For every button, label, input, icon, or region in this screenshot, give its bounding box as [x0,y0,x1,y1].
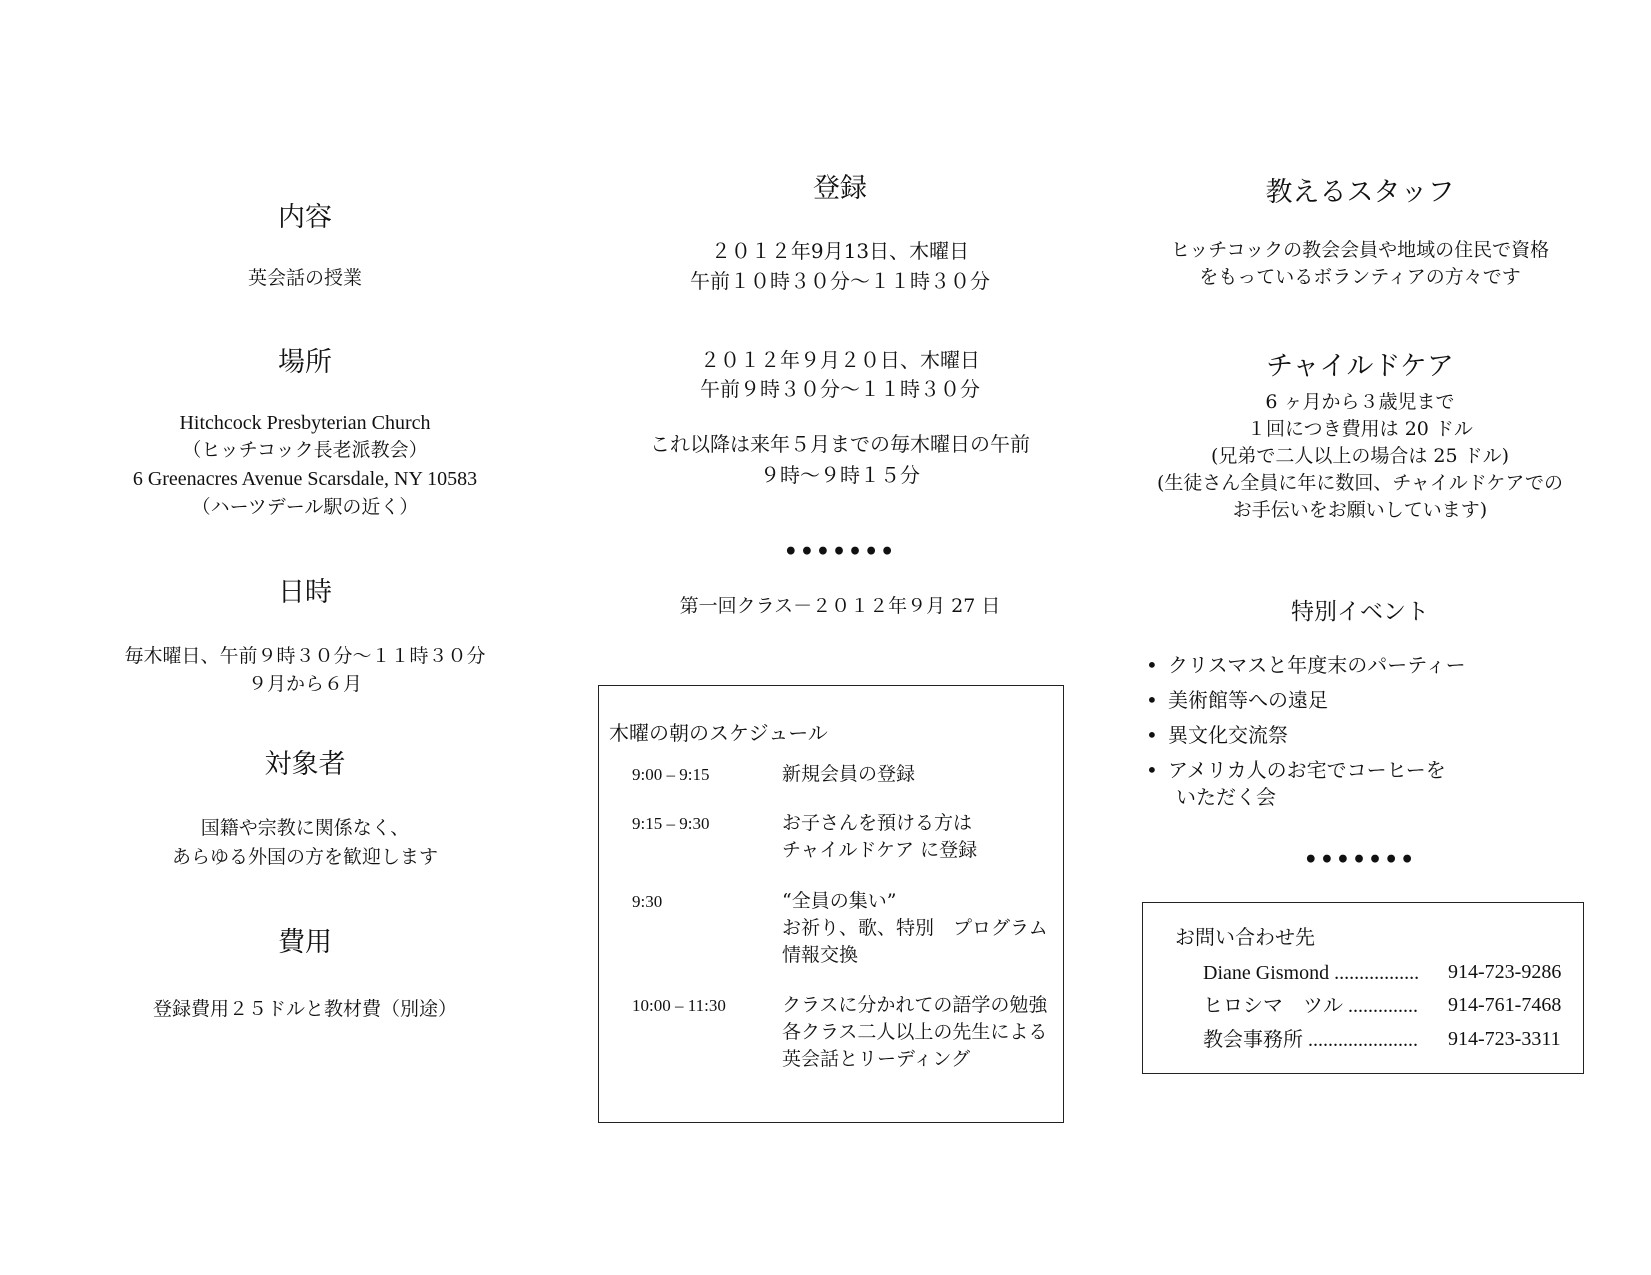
reg2-line1: ２０１２年９月２０日、木曜日 [700,348,980,372]
place-line1: Hitchcock Presbyterian Church [179,412,431,434]
schedule-time: 10:00 – 11:30 [632,996,726,1015]
first-class: 第一回クラス－２０１２年９月 27 日 [679,595,1001,617]
middle-dots: ••••••• [783,539,897,565]
contact-phone: 914-723-9286 [1448,961,1562,983]
contact-row [1203,958,1562,987]
event-text: アメリカ人のお宅でコーヒーを [1168,758,1446,782]
reg1-line2: 午前１０時３０分〜１１時３０分 [690,269,990,293]
staff-line2: をもっているボランティアの方々です [1199,266,1521,288]
target-line2: あらゆる外国の方を歓迎します [171,846,438,868]
contact-box [1142,902,1584,1074]
schedule-desc-line: お子さんを預ける方は [782,812,973,834]
event-text-cont: いただく会 [1176,785,1276,809]
schedule-desc [782,761,915,788]
contact-row [1203,991,1562,1020]
reg3-line2: ９時〜９時１５分 [760,463,920,487]
childcare-line4: (生徒さん全員に年に数回、チャイルドケアでの [1156,472,1564,494]
schedule-desc-line: チャイルドケア に登録 [782,839,978,861]
schedule-title: 木曜の朝のスケジュール [609,721,828,745]
event-item [1142,652,1582,679]
reg2-line2: 午前９時３０分〜１１時３０分 [700,377,980,401]
childcare-line3: (兄弟で二人以上の場合は 25 ドル) [1210,445,1510,467]
schedule-desc [782,992,1047,1073]
contact-phone: 914-723-3311 [1448,1028,1561,1050]
contact-phone: 914-761-7468 [1448,994,1562,1016]
contact-name: Diane Gismond ................. [1203,962,1420,984]
event-item [1142,722,1582,749]
datetime-line2: ９月から６月 [247,673,362,695]
schedule-desc-line: お祈り、歌、特別 プログラム [782,917,1048,939]
schedule-desc-line: “全員の集い” [782,890,897,912]
events-heading: 特別イベント [1291,599,1429,625]
reg1-line1: ２０１２年9月13日、木曜日 [710,239,970,263]
schedule-desc-line: 新規会員の登録 [782,763,916,785]
childcare-line5: お手伝いをお願いしています) [1232,499,1488,521]
schedule-desc [782,888,1048,969]
schedule-desc-line: 情報交換 [782,944,859,966]
staff-heading: 教えるスタッフ [1265,177,1455,208]
event-text: 美術館等への遠足 [1168,688,1328,712]
reg3-line1: これ以降は来年５月までの毎木曜日の午前 [650,432,1030,456]
schedule-desc-line: 英会話とリーディング [782,1048,971,1070]
schedule-desc-line: クラスに分かれての語学の勉強 [782,994,1048,1016]
event-text: クリスマスと年度末のパーティー [1168,653,1466,677]
event-text: 異文化交流祭 [1168,723,1288,747]
childcare-line1: 6 ヶ月から３歳児まで [1265,391,1455,413]
schedule-box [598,685,1064,1123]
contact-name: ヒロシマ ツル .............. [1203,995,1418,1017]
place-line2: （ヒッチコック長老派教会） [182,439,428,461]
target-heading: 対象者 [264,749,346,780]
datetime-heading: 日時 [278,577,332,608]
contact-name: 教会事務所 ...................... [1203,1029,1418,1051]
schedule-time: 9:15 – 9:30 [632,814,710,833]
right-dots: ••••••• [1303,847,1417,873]
registration-heading: 登録 [813,173,867,204]
place-line3: 6 Greenacres Avenue Scarsdale, NY 10583 [132,468,478,490]
place-heading: 場所 [278,347,332,378]
event-item [1142,757,1582,811]
schedule-desc [782,810,977,864]
fee-text: 登録費用２５ドルと教材費（別途） [152,998,457,1020]
target-line1: 国籍や宗教に関係なく、 [200,817,410,839]
fee-heading: 費用 [278,927,332,958]
contact-title: お問い合わせ先 [1175,925,1315,949]
event-item [1142,687,1582,714]
schedule-time: 9:30 [632,892,663,911]
childcare-line2: １回につき費用は 20 ドル [1247,418,1473,440]
schedule-desc-line: 各クラス二人以上の先生による [782,1021,1048,1043]
content-heading: 内容 [278,202,332,233]
events-list [1142,652,1582,819]
place-line4: （ハーツデール駅の近く） [191,496,419,518]
staff-line1: ヒッチコックの教会会員や地域の住民で資格 [1170,239,1550,261]
contact-row [1203,1025,1561,1054]
datetime-line1: 毎木曜日、午前９時３０分〜１１時３０分 [124,645,486,667]
childcare-heading: チャイルドケア [1266,351,1454,382]
schedule-time: 9:00 – 9:15 [632,765,710,784]
content-text: 英会話の授業 [247,267,362,289]
